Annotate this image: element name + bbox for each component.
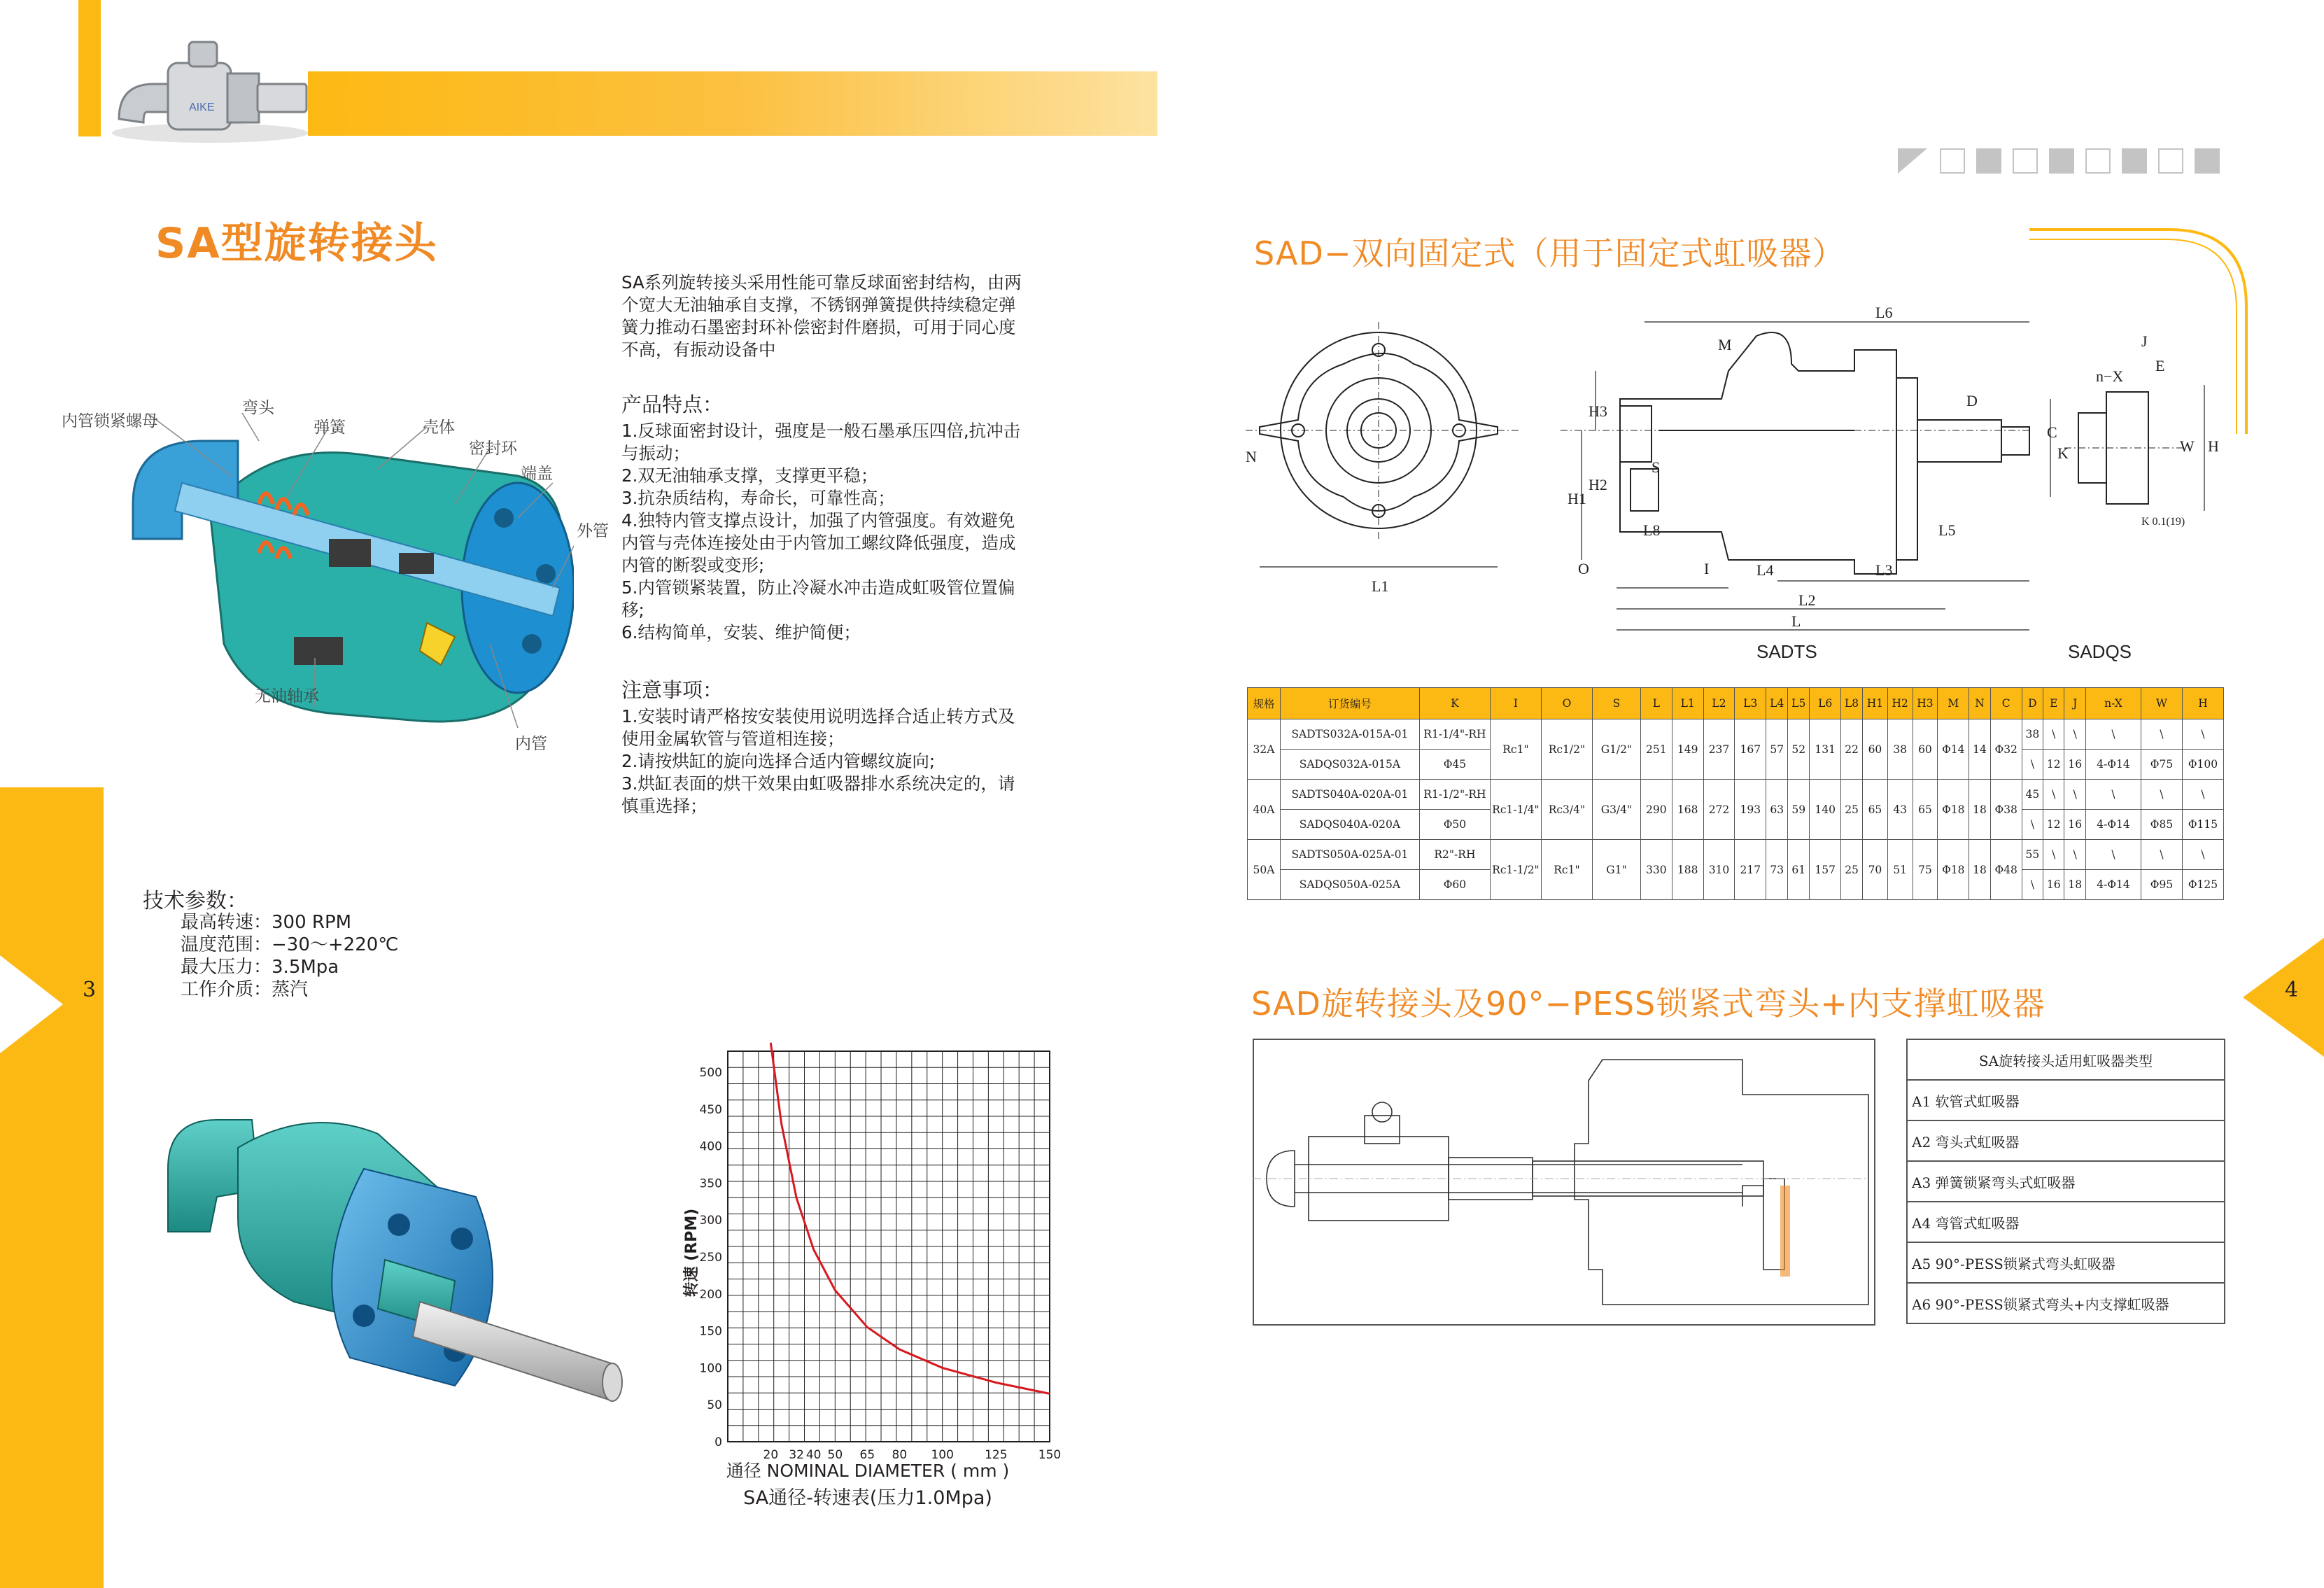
- dim-I: I: [1704, 560, 1710, 577]
- types-table-header: SA旋转接头适用虹吸器类型: [1907, 1039, 2225, 1080]
- y-tick-label: 400: [699, 1139, 722, 1154]
- tech-row: 温度范围：−30～+220℃: [181, 934, 399, 955]
- dim-L5: L5: [1938, 521, 1956, 539]
- intro-line: 不高，有振动设备中: [621, 339, 776, 360]
- page-number-left: 3: [83, 978, 97, 1002]
- notes-heading: 注意事项：: [621, 678, 724, 702]
- feature-line: 与振动；: [621, 443, 690, 463]
- intro-line: SA系列旋转接头采用性能可靠反球面密封结构，由两: [621, 272, 1022, 293]
- dim-L2: L2: [1798, 591, 1816, 609]
- table-row: A3 弹簧锁紧弯头式虹吸器: [1907, 1161, 2225, 1202]
- feature-line: 移;: [621, 600, 645, 620]
- features-section: [621, 393, 1097, 644]
- y-tick-label: 300: [699, 1214, 722, 1228]
- table-row: SADQS032A-015A Φ45 \ 12 16 4-Φ14 Φ75 Φ100: [1248, 750, 2224, 780]
- note-line: 慎重选择；: [621, 796, 707, 816]
- x-tick-label: 80: [892, 1448, 908, 1462]
- dim-M: M: [1718, 336, 1732, 353]
- note-line: 1.安装时请严格按安装使用说明选择合适止转方式及: [621, 706, 1015, 726]
- y-tick-label: 100: [699, 1361, 722, 1376]
- dimension-drawing: [1239, 294, 2232, 672]
- section2-title: SAD旋转接头及90°−PESS锁紧式弯头+内支撑虹吸器: [1251, 985, 2045, 1023]
- tech-heading: 技术参数：: [143, 889, 248, 913]
- feature-line: 1.反球面密封设计，强度是一般石墨承压四倍,抗冲击: [621, 421, 1021, 441]
- x-tick-label: 40: [805, 1448, 822, 1462]
- header-strip: [308, 71, 1157, 136]
- note-line: 3.烘缸表面的烘干效果由虹吸器排水系统决定的，请: [621, 773, 1015, 794]
- x-tick-label: 125: [985, 1448, 1008, 1462]
- product-render: [154, 1092, 630, 1442]
- feature-line: 3.抗杂质结构，寿命长，可靠性高；: [621, 488, 895, 508]
- x-tick-label: 100: [931, 1448, 954, 1462]
- x-tick-label: 150: [1038, 1448, 1062, 1462]
- dim-J: J: [2141, 332, 2148, 350]
- right-yellow-tab: [2243, 938, 2324, 1057]
- label-sadts: SADTS: [1756, 641, 1817, 662]
- dim-L8: L8: [1643, 521, 1661, 539]
- note-line: 2.请按烘缸的旋向选择合适内管螺纹旋向;: [621, 751, 936, 771]
- y-tick-label: 150: [699, 1324, 722, 1339]
- callout-elbow: 弯头: [242, 399, 274, 417]
- intro-paragraph: [621, 272, 1090, 361]
- y-tick-label: 0: [714, 1435, 722, 1449]
- table-row: SADQS050A-025A Φ60 \ 16 18 4-Φ14 Φ95 Φ125: [1248, 870, 2224, 900]
- callout-outer-tube: 外管: [577, 522, 609, 540]
- rpm-curve: [770, 1043, 1050, 1394]
- y-tick-label: 50: [707, 1398, 722, 1413]
- step-arrow: [1898, 148, 1927, 174]
- table-row: 50A SADTS050A-025A-01 R2"-RH Rc1-1/2" Rc1" G1" 330 188 310 217 73 61 157 25 70 51 75 Φ18 18 Φ48 55 \ \ \ \ \: [1248, 840, 2224, 870]
- page-title: SA型旋转接头: [155, 219, 438, 268]
- step-square: [2158, 148, 2183, 174]
- note-line: 使用金属软管与管道相连接；: [621, 729, 845, 749]
- step-square: [1976, 148, 2001, 174]
- assembly-drawing: [1253, 1039, 1875, 1326]
- dim-W: W: [2180, 437, 2195, 455]
- dim-L4: L4: [1756, 561, 1774, 579]
- dim-C: C: [2047, 423, 2057, 441]
- chart-x-label: 通径 NOMINAL DIAMETER ( mm ): [726, 1461, 1010, 1481]
- feature-line: 内管与壳体连接处由于内管加工螺纹降低强度，造成: [621, 533, 1016, 553]
- callout-end-cap: 端盖: [521, 465, 553, 483]
- x-tick-label: 20: [763, 1448, 779, 1462]
- feature-line: 4.独特内管支撑点设计，加强了内管强度。有效避免: [621, 510, 1015, 530]
- header-product-image: [105, 28, 315, 147]
- page-number-right: 4: [2285, 978, 2299, 1002]
- x-tick-label: 50: [827, 1448, 843, 1462]
- dim-D: D: [1966, 392, 1978, 409]
- step-square: [2195, 148, 2220, 174]
- step-square: [2085, 148, 2111, 174]
- dim-H3: H3: [1589, 402, 1607, 420]
- callout-seal-ring: 密封环: [469, 440, 517, 458]
- y-tick-label: 200: [699, 1287, 722, 1302]
- y-tick-label: 450: [699, 1102, 722, 1117]
- dim-O: O: [1578, 560, 1589, 577]
- dim-N: N: [1246, 448, 1257, 465]
- intro-line: 簧力推动石墨密封环补偿密封件磨损，可用于同心度: [621, 317, 1016, 337]
- dim-H1: H1: [1568, 490, 1586, 507]
- feature-line: 6.结构简单，安装、维护简便；: [621, 622, 861, 642]
- cutaway-drawing: [126, 413, 574, 763]
- dim-H2: H2: [1589, 476, 1607, 493]
- feature-line: 5.内管锁紧装置，防止冷凝水冲击造成虹吸管位置偏: [621, 577, 1015, 598]
- table-row: SADQS040A-020A Φ50 \ 12 16 4-Φ14 Φ85 Φ115: [1248, 810, 2224, 840]
- y-tick-label: 250: [699, 1251, 722, 1265]
- notes-section: [621, 679, 1097, 817]
- step-square: [2049, 148, 2074, 174]
- dim-H: H: [2208, 437, 2219, 455]
- svg-text:AIKE: AIKE: [189, 101, 215, 113]
- siphon-types-table: [1906, 1039, 2225, 1324]
- tech-row: 工作介质：蒸汽: [181, 979, 309, 1000]
- callout-inner-tube: 内管: [515, 735, 547, 753]
- callout-locknut: 内管锁紧螺母: [62, 412, 158, 430]
- dim-nX: n−X: [2096, 367, 2124, 385]
- left-notch: [0, 955, 63, 1053]
- chart-y-label: 转速 (RPM): [683, 1208, 700, 1298]
- dim-L1: L1: [1372, 577, 1389, 595]
- spec-table-header: 规格 订货编号 K I O S L L1 L2 L3 L4 L5 L6 L8 H1 H2 H3 M N C D E J n-X W H: [1248, 688, 2224, 719]
- feature-line: 内管的断裂或变形;: [621, 555, 765, 575]
- y-tick-label: 500: [699, 1066, 722, 1080]
- dim-K-tol: K 0.1(19): [2141, 516, 2185, 528]
- callout-bearing: 无油轴承: [255, 687, 319, 705]
- callout-spring: 弹簧: [314, 419, 346, 437]
- dim-L: L: [1791, 612, 1801, 630]
- tech-row: 最大压力：3.5Mpa: [181, 957, 339, 978]
- table-row: A2 弯头式虹吸器: [1907, 1120, 2225, 1161]
- step-square: [2122, 148, 2147, 174]
- table-row: 40A SADTS040A-020A-01 R1-1/2"-RH Rc1-1/4" Rc3/4" G3/4" 290 168 272 193 63 59 140 25 65 43 65 Φ18 18 Φ38 45 \ \ \ \ \: [1248, 780, 2224, 810]
- step-square: [2013, 148, 2038, 174]
- spec-table: [1247, 687, 2224, 900]
- table-row: 32A SADTS032A-015A-01 R1-1/4"-RH Rc1" Rc1/2" G1/2" 251 149 237 167 57 52 131 22 60 38 60 Φ14 14 Φ32 38 \ \ \ \ \: [1248, 719, 2224, 750]
- table-row: A6 90°-PESS锁紧式弯头+内支撑虹吸器: [1907, 1283, 2225, 1323]
- tech-row: 最高转速：300 RPM: [181, 912, 352, 933]
- x-tick-label: 65: [859, 1448, 875, 1462]
- step-square: [1940, 148, 1965, 174]
- dim-L6: L6: [1875, 304, 1893, 321]
- callout-housing: 壳体: [423, 419, 455, 437]
- dim-E: E: [2155, 357, 2165, 374]
- table-row: A5 90°-PESS锁紧式弯头虹吸器: [1907, 1242, 2225, 1283]
- y-tick-label: 350: [699, 1176, 722, 1191]
- intro-line: 个宽大无油轴承自支撑，不锈钢弹簧提供持续稳定弹: [621, 295, 1016, 315]
- left-yellow-block: [0, 787, 104, 1588]
- dim-K: K: [2057, 444, 2069, 462]
- tech-params: [181, 911, 399, 1001]
- section1-title: SAD−双向固定式（用于固定式虹吸器）: [1254, 234, 1845, 272]
- label-sadqs: SADQS: [2068, 641, 2132, 662]
- chart-y-ticks: [700, 1066, 722, 1449]
- left-yellow-bar: [78, 0, 101, 136]
- table-row: A1 软管式虹吸器: [1907, 1080, 2225, 1120]
- table-row: A4 弯管式虹吸器: [1907, 1202, 2225, 1242]
- dim-S: S: [1652, 458, 1661, 476]
- feature-line: 2.双无油轴承支撑，支撑更平稳；: [621, 465, 878, 486]
- dim-L3: L3: [1875, 561, 1893, 579]
- features-heading: 产品特点：: [621, 393, 724, 416]
- x-tick-label: 32: [789, 1448, 804, 1462]
- chart-title: SA通径-转速表(压力1.0Mpa): [743, 1487, 992, 1509]
